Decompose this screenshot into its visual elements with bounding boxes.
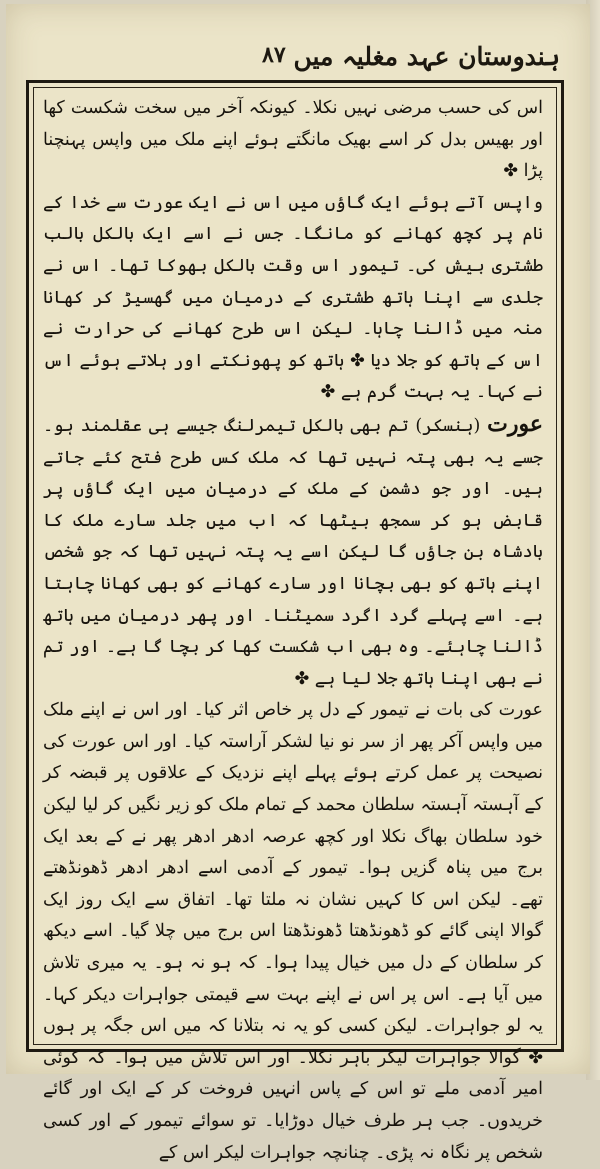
page-number: ۸۷ [262,42,286,68]
page-header [36,40,564,80]
body-text [43,93,543,1169]
book-page [6,4,590,1163]
paragraph-2: واپس آتے ہوئے ایک گاؤں میں اس نے ایک عورت سے خدا کے نام پر کچھ کھانے کو مانگا۔ جس نے اسے ایک بالکل بالب طشتری بیش کی۔ تیمور اس وقت بالکل بھوکا تھا۔ اس نے جلدی سے اپنا ہاتھ طشتری کے درمیان میں گھسیڑ کر کھانا منہ میں ڈالنا چاہا۔ لیکن اس طرح کھانے کی حرارت نے اس کے ہاتھ کو جلا دیا ✤ ہاتھ کو پھونکتے اور ہلاتے ہوئے اس نے کہا۔ یہ بہت گرم ہے ✤ [43,192,543,403]
paragraph-3-text: (ہنسکر) تم بھی بالکل تیمرلنگ جیسے ہی عقلمند ہو۔ جسے یہ بھی پتہ نہیں تھا کہ ملک کس طرح فتح کئے جاتے ہیں۔ اور جو دشمن کے ملک کے درمیان میں ایک گاؤں پر قابض ہو کر سمجھ بیٹھا کہ اب میں جلد سارے ملک کا بادشاہ بن جاؤں گا لیکن اسے یہ پتہ نہیں تھا کہ جو شخص اپنے ہاتھ کو بھی بچانا اور سارے کھانے کو بھی کھانا چاہتا ہے۔ اسے پہلے گرد اگرد سمیٹنا۔ اور پھر درمیان میں ہاتھ ڈالنا چاہئے۔ وہ بھی اب شکست کھا کر بچا گا ہے۔ اور تم نے بھی اپنا ہاتھ جلا لیا ہے ✤ [43,415,543,689]
speaker-label: عورت [487,410,543,437]
text-frame [26,80,564,1163]
paragraph-4: عورت کی بات نے تیمور کے دل پر خاص اثر کیا۔ اور اس نے اپنے ملک میں واپس آکر پھر از سر نو نیا لشکر آراستہ کیا۔ اور اس عورت کی نصیحت پر عمل کرتے ہوئے پہلے اپنے نزدیک کے علاقوں پر قبضہ کر کے آہستہ آہستہ سلطان محمد کے تمام ملک کو زیر نگیں کر لیا لیکن خود سلطان بھاگ نکلا اور کچھ عرصہ ادھر ادھر پھر نے کے بعد ایک برج میں پناہ گزیں ہوا۔ تیمور کے آدمی اسے ادھر ادھر ڈھونڈھتے تھے۔ لیکن اس کا کہیں نشان نہ ملتا تھا۔ اتفاق سے ایک روز ایک گوالا اپنی گائے کو ڈھونڈھتا ڈھونڈھتا اس برج میں چلا گیا۔ اسے دیکھ کر سلطان کے دل میں خیال پیدا ہوا۔ کہ ہو نہ ہو۔ یہ میری تلاش میں آیا ہے۔ اس پر اس نے اپنے بہت سے قیمتی جواہرات دیکر کہا۔ یہ لو جواہرات۔ لیکن کسی کو یہ نہ بتلانا کہ میں اس جگہ پر ہوں ✤ گوالا جواہرات لیکر باہر نکلا۔ اور اس تلاش میں ہوا۔ کہ کوئی امیر آدمی ملے تو اس کے پاس انہیں فروخت کر کے ایک اور گائے خریدوں۔ جب ہر طرف خیال دوڑایا۔ تو سوائے تیمور کے اور کسی شخص پر نگاہ نہ پڑی۔ چنانچہ جواہرات لیکر اس کے [43,700,543,1163]
paragraph-1: اس کی حسب مرضی نہیں نکلا۔ کیونکہ آخر میں سخت شکست کھا اور بھیس بدل کر اسے بھیک مانگتے ہوئے اپنے ملک میں واپس پہنچنا پڑا ✤ [43,98,543,182]
paragraph-3 [43,409,543,695]
running-title: ہندوستان عہد مغلیہ میں [293,42,560,71]
